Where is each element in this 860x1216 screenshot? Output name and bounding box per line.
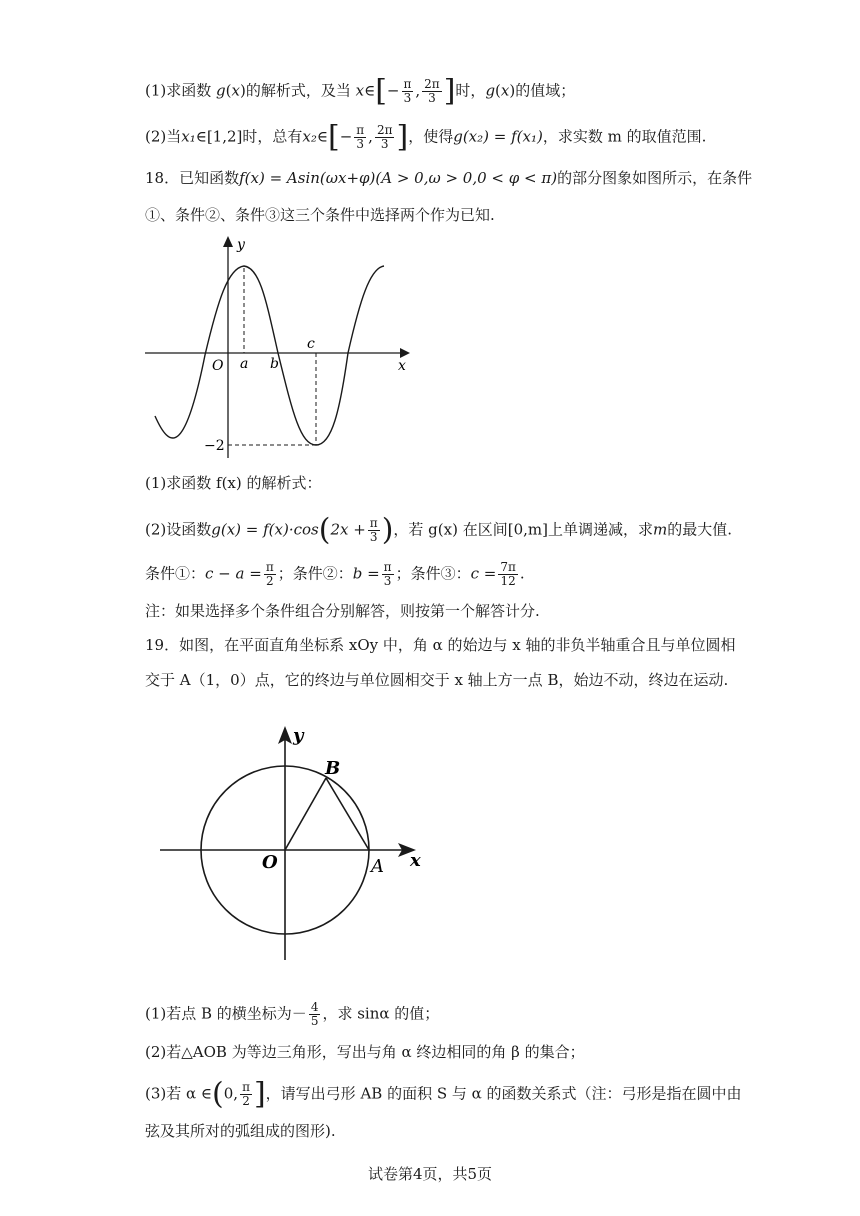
graph-y-label: y: [237, 237, 245, 253]
q19-stem-line1: 19．如图，在平面直角坐标系 xOy 中，角 α 的始边与 x 轴的非负半轴重合且与单位圆相: [145, 636, 736, 654]
q17-part1-label: (1)求函数: [145, 81, 212, 100]
q18-sine-graph: [140, 232, 420, 467]
q18-stem-line2: ①、条件②、条件③这三个条件中选择两个作为已知.: [145, 206, 495, 224]
q19-part1: (1)若点 B 的横坐标为－ $\frac{4}{5}$ ，求 sinα 的值；: [145, 1000, 440, 1028]
graph-b-label: b: [270, 356, 279, 372]
fig-x-label: x: [410, 850, 421, 871]
q19-part3-cont: 弦及其所对的弧组成的图形).: [145, 1122, 336, 1140]
q19-part2: (2)若△AOB 为等边三角形，写出与角 α 终边相同的角 β 的集合；: [145, 1043, 585, 1061]
graph-x-label: x: [398, 358, 406, 374]
graph-min-label: −2: [204, 438, 225, 454]
fig-A-label: A: [371, 856, 384, 877]
q18-note: 注：如果选择多个条件组合分别解答，则按第一个解答计分.: [145, 602, 540, 620]
fig-B-label: B: [325, 758, 341, 779]
q19-part3: (3)若 α ∈(0, $\frac{\pi}{2}$ ]，请写出弓形 AB 的面积 S 与 α 的函数关系式（注：弓形是指在圆中由: [145, 1076, 742, 1112]
graph-c-label: c: [307, 336, 315, 352]
q18-stem-line1: 18．已知函数f(x) = Asin(ωx+φ)(A > 0,ω > 0,0 < φ < π)的部分图象如图所示，在条件: [145, 169, 753, 187]
q17-part1: (1)求函数 g(x)的解析式，及当 x∈[− $\frac{\pi}{3}$ , $\frac{2\pi}{3}$ ]时，g(x)的值域；: [145, 73, 576, 109]
fig-origin-label: O: [262, 852, 278, 873]
q18-conditions: 条件①：c − a = $\frac{\pi}{2}$ ；条件②：b = $\frac{\pi}{3}$ ；条件③：c = $\frac{7\pi}{12}$ .: [145, 560, 525, 588]
fig-y-label: y: [293, 725, 304, 746]
graph-a-label: a: [240, 356, 249, 372]
q18-part2: (2)设函数g(x) = f(x)·cos(2x + $\frac{\pi}{3}$ )，若 g(x) 在区间[0,m]上单调递减，求m的最大值.: [145, 512, 732, 548]
q17-part2: (2)当x₁∈[1,2]时，总有x₂∈[− $\frac{\pi}{3}$ , $\frac{2\pi}{3}$ ]，使得g(x₂) = f(x₁)，求实数 m 的取值范围.: [145, 119, 707, 155]
q19-unit-circle-figure: [155, 720, 430, 965]
graph-origin-label: O: [212, 358, 224, 374]
q18-part1: (1)求函数 f(x) 的解析式：: [145, 474, 322, 492]
q19-stem-line2: 交于 A（1，0）点，它的终边与单位圆相交于 x 轴上方一点 B，始边不动，终边在运动.: [145, 671, 729, 689]
page-footer: 试卷第4页，共5页: [367, 1165, 493, 1183]
